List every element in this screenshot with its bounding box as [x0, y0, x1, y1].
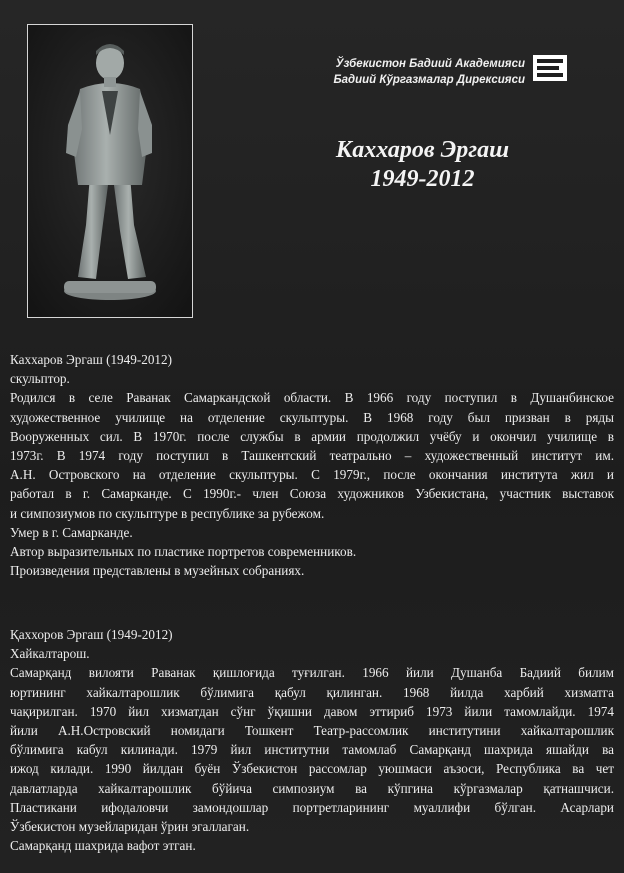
- bio-paragraph-line: ижод килади. 1990 йилдан буён Ўзбекистон рассомлар уюшмаси аъзоси, Республика ва чет: [10, 761, 614, 777]
- biography-uzbek: [10, 625, 614, 855]
- bio-paragraph-line: работал в г. Самарканде. С 1990г.- член Союза художников Узбекистана, участник выставок: [10, 486, 614, 502]
- sculpture-photo: [27, 24, 193, 318]
- bio-heading: Каххаров Эргаш (1949-2012): [10, 352, 172, 367]
- institution-line-2: Бадиий Кўргазмалар Дирексияси: [333, 74, 525, 86]
- institution-name: [300, 56, 525, 88]
- standing-figure-sculpture-icon: [28, 25, 192, 317]
- bio-paragraph-line: Самарқанд вилояти Раванак қишлоғида туғилган. 1966 йили Душанба Бадиий билим: [10, 665, 614, 681]
- bio-profession: Хайкалтарош.: [10, 646, 90, 662]
- stacked-bars-logo-icon: [533, 55, 567, 81]
- bio-author: Автор выразительных по пластике портретов современников.: [10, 544, 357, 560]
- bio-paragraph-line: Родился в селе Раванак Самаркандской области. В 1966 году поступил в Душанбинское: [10, 390, 614, 406]
- bio-paragraph-line: йили А.Н.Островский номидаги Тошкент Театр-рассомлик институтини хайкалтарошлик: [10, 723, 614, 739]
- bio-paragraph-line: художественное училище на отделение скульптуры. В 1968 году был призван в ряды: [10, 409, 614, 425]
- bio-paragraph-line: бўлимига кабул килинади. 1979 йил институтни тамомлаб Самарқанд шахрида яшайди ва: [10, 742, 614, 758]
- bio-paragraph-line: Ўзбекистон музейларидан ўрин эгаллаган.: [10, 819, 250, 835]
- institution-line-1: Ўзбекистон Бадиий Академияси: [335, 58, 525, 70]
- biography-russian: [10, 350, 614, 580]
- bio-paragraph-line: чақирилган. 1970 йил хизматдан сўнг ўқишни давом эттириб 1973 йили тамомлайди. 1974: [10, 703, 614, 719]
- bio-works: Произведения представлены в музейных собраниях.: [10, 563, 305, 579]
- bio-death: Самарқанд шахрида вафот этган.: [10, 838, 196, 854]
- bio-paragraph-line: Пластикани ифодаловчи замондошлар портретларининг муаллифи бўлган. Асарлари: [10, 799, 614, 815]
- artist-title: [300, 136, 545, 194]
- bio-paragraph-line: А.Н. Островского на отделение скульптуры. С 1979г., после окончания института жил и: [10, 467, 614, 483]
- bio-paragraph-line: 1973г. В 1974 году поступил в Ташкентский театрально – художественный институт им.: [10, 448, 614, 464]
- artist-years: 1949-2012: [370, 166, 475, 192]
- bio-paragraph-line: и симпозиумов по скульптуре в республике за рубежом.: [10, 505, 325, 521]
- bio-heading: Қаххоров Эргаш (1949-2012): [10, 627, 173, 642]
- bio-paragraph-line: юртининг хайкалтарошлик бўлимига қабул қилинган. 1968 йилда харбий хизматга: [10, 684, 614, 700]
- bio-paragraph-line: Вооруженных сил. В 1970г. после службы в армии продолжил учёбу и окончил училище в: [10, 428, 614, 444]
- bio-death: Умер в г. Самарканде.: [10, 524, 133, 540]
- artist-name: Каххаров Эргаш: [335, 137, 510, 163]
- bio-profession: скульптор.: [10, 371, 70, 387]
- bio-paragraph-line: давлатларда хайкалтарошлик бўйича симпозиум ва кўпгина кўргазмалар қатнашчиси.: [10, 780, 614, 796]
